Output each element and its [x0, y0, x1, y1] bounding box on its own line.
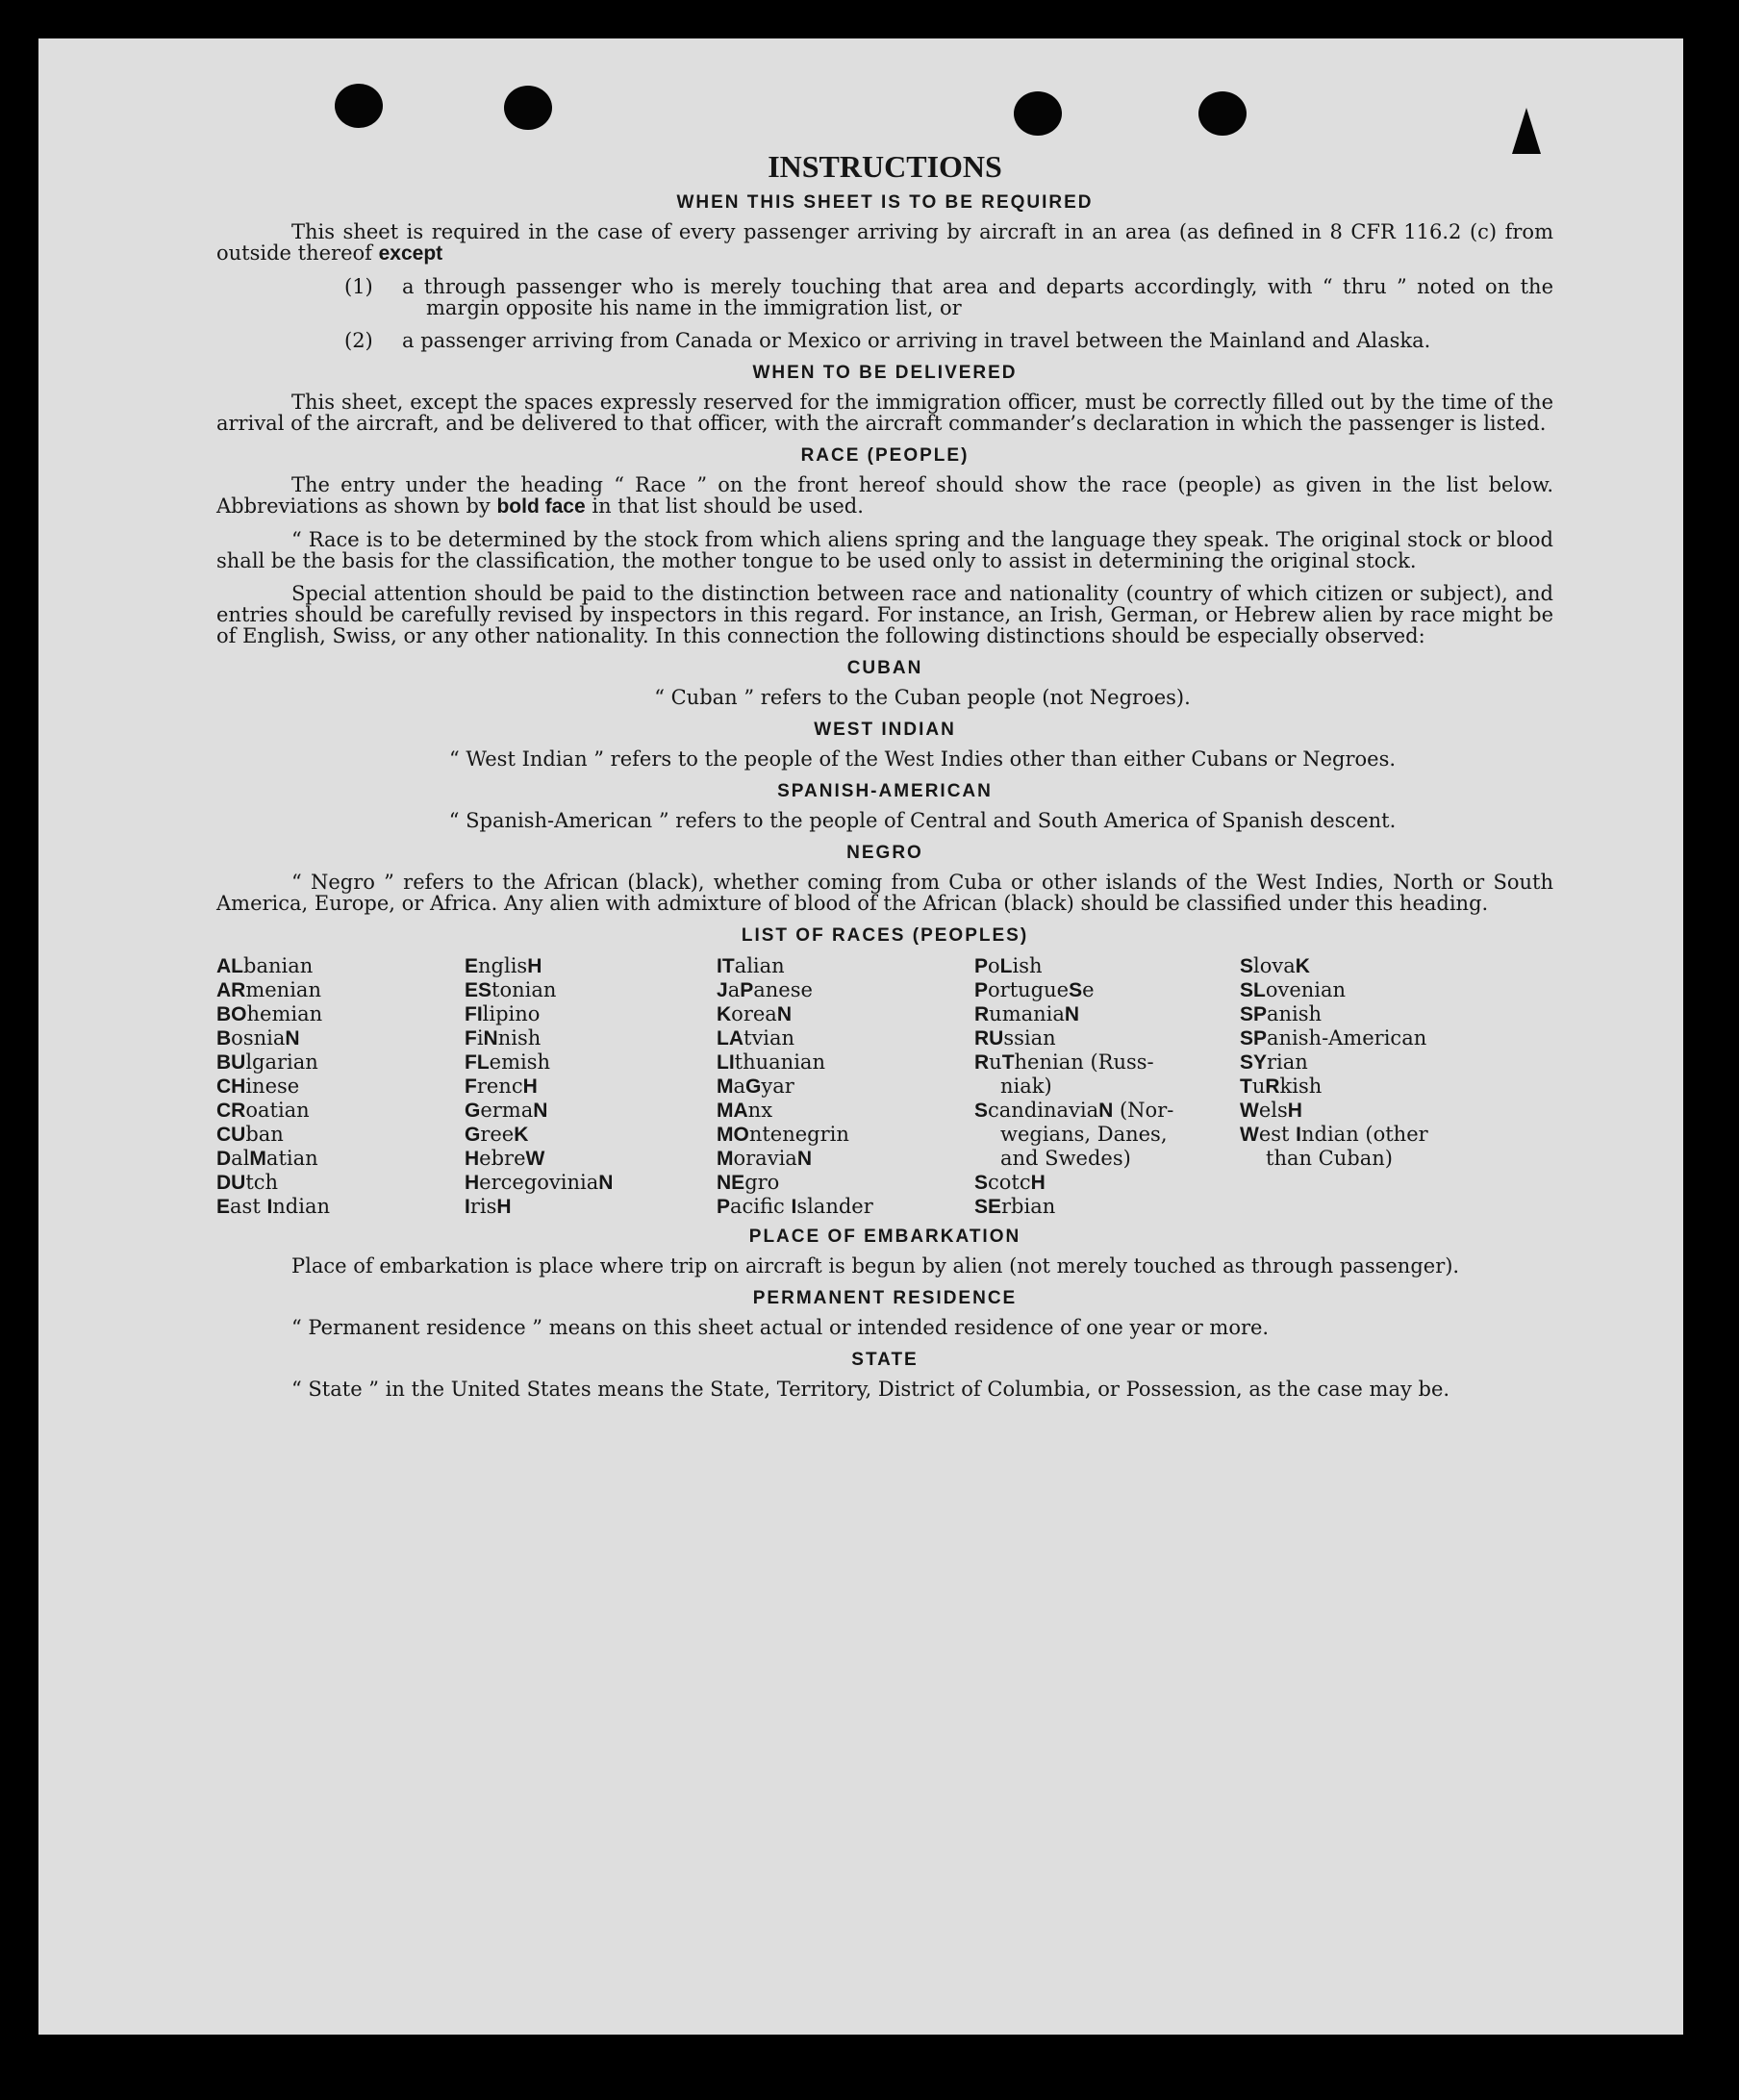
race-entry: EnglisH — [465, 954, 542, 977]
race-entry: SLovenian — [1240, 978, 1347, 1001]
race-entry: and Swedes) — [1000, 1147, 1131, 1170]
race-list-column — [216, 954, 465, 1219]
race-entry: RUssian — [974, 1026, 1056, 1050]
race-entry: FIlipino — [465, 1002, 541, 1025]
race-entry: GermaN — [465, 1099, 548, 1122]
section-heading-when-required: WHEN THIS SHEET IS TO BE REQUIRED — [676, 192, 1094, 213]
west-indian-text: “ West Indian ” refers to the people of the West Indies other than either Cubans or Negroes. — [448, 747, 1397, 771]
race-entry: MoraviaN — [717, 1147, 812, 1170]
race-entry: MAnx — [717, 1099, 773, 1122]
section-heading-cuban: CUBAN — [846, 658, 923, 678]
race-entry: Pacific Islander — [717, 1195, 873, 1218]
punch-notch — [1512, 108, 1541, 154]
race-list-column — [717, 954, 974, 1219]
race-entry: SlovaK — [1240, 954, 1310, 977]
race-entry: DalMatian — [216, 1147, 318, 1170]
section-heading-list-of-races: LIST OF RACES (PEOPLES) — [741, 925, 1029, 946]
spanish-american-text: “ Spanish-American ” refers to the people of Central and South America of Spanish descent. — [448, 809, 1397, 832]
section-heading-state: STATE — [851, 1350, 919, 1370]
negro-text: “ Negro ” refers to the African (black), whether coming from Cuba or other islands of the West Indies, North or South America, Europe, or Africa. Any alien with admixture of blood of the African (black) should be classified under this heading. — [216, 871, 1553, 915]
race-entry: East Indian — [216, 1195, 331, 1218]
permanent-residence-text: “ Permanent residence ” means on this sheet actual or intended residence of one year or more. — [291, 1316, 1270, 1339]
race-entry: wegians, Danes, — [1000, 1123, 1168, 1146]
race-entry: CRoatian — [216, 1099, 310, 1122]
race-paragraph-2: “ Race is to be determined by the stock from which aliens spring and the language they speak. The original stock or blood shall be the basis for the classification, the mother tongue to be used only to assist in determining the original stock. — [216, 528, 1553, 572]
race-list-column — [974, 954, 1240, 1219]
section-heading-race: RACE (PEOPLE) — [800, 445, 970, 466]
race-entry: IrisH — [465, 1195, 512, 1218]
exception-item-1: (1) a through passenger who is merely touching that area and departs accordingly, with “ thru ” noted on the margin opposite his name in the immigration list, or — [344, 275, 1553, 319]
race-entry: ALbanian — [216, 954, 314, 977]
race-entry: FLemish — [465, 1050, 551, 1074]
punch-hole — [504, 86, 552, 130]
race-entry: RuThenian (Russ- — [974, 1050, 1154, 1074]
race-entry: EStonian — [465, 978, 557, 1001]
race-entry: KoreaN — [717, 1002, 792, 1025]
race-entry: ARmenian — [216, 978, 321, 1001]
race-entry: PortugueSe — [974, 978, 1095, 1001]
race-entry: MOntenegrin — [717, 1123, 849, 1146]
race-entry: SPanish — [1240, 1002, 1323, 1025]
race-entry: JaPanese — [717, 978, 813, 1001]
race-entry: SErbian — [974, 1195, 1056, 1218]
section-heading-negro: NEGRO — [846, 843, 923, 863]
instructions-content — [216, 149, 1553, 1411]
race-entry: NEgro — [717, 1171, 780, 1194]
race-entry: niak) — [1000, 1075, 1052, 1098]
race-paragraph-3: Special attention should be paid to the distinction between race and nationality (country of which citizen or subject), and entries should be carefully revised by inspectors in this regard. For instance, an Irish, German, or Hebrew alien by race might be of English, Swiss, or any other nationality. In this connection the following distinctions should be especially observed: — [216, 582, 1553, 647]
race-list-column — [465, 954, 717, 1219]
when-delivered-text: This sheet, except the spaces expressly reserved for the immigration officer, must be correctly filled out by the time of the arrival of the aircraft, and be delivered to that officer, with the aircraft commander’s declaration in which the passenger is listed. — [216, 391, 1553, 435]
race-entry: GreeK — [465, 1123, 529, 1146]
section-heading-embarkation: PLACE OF EMBARKATION — [748, 1227, 1021, 1247]
race-entry: LIthuanian — [717, 1050, 825, 1074]
punch-hole — [1198, 91, 1247, 136]
race-list — [216, 954, 1553, 1219]
when-required-intro: This sheet is required in the case of every passenger arriving by aircraft in an area (as defined in 8 CFR 116.2 (c) from outside thereof except — [216, 220, 1553, 265]
document-page — [38, 38, 1683, 2035]
race-entry: SPanish-American — [1240, 1026, 1427, 1050]
section-heading-west-indian: WEST INDIAN — [814, 720, 956, 740]
race-entry: West Indian (other — [1240, 1123, 1428, 1146]
race-entry: CHinese — [216, 1075, 300, 1098]
race-paragraph-1: The entry under the heading “ Race ” on the front hereof should show the race (people) as given in the list below. Abbreviations as shown by bold face in that list should be used. — [216, 473, 1553, 518]
race-entry: MaGyar — [717, 1075, 794, 1098]
punch-hole — [1014, 91, 1062, 136]
race-entry: ITalian — [717, 954, 785, 977]
race-entry: BUlgarian — [216, 1050, 318, 1074]
race-entry: HercegoviniaN — [465, 1171, 614, 1194]
section-heading-permanent-residence: PERMANENT RESIDENCE — [752, 1288, 1018, 1308]
race-entry: PoLish — [974, 954, 1043, 977]
state-text: “ State ” in the United States means the State, Territory, District of Columbia, or Possession, as the case may be. — [291, 1378, 1450, 1401]
race-entry: SYrian — [1240, 1050, 1308, 1074]
embarkation-text: Place of embarkation is place where trip on aircraft is begun by alien (not merely touched as through passenger). — [291, 1254, 1460, 1278]
race-list-column — [1240, 954, 1528, 1219]
race-entry: WelsH — [1240, 1099, 1302, 1122]
race-entry: CUban — [216, 1123, 284, 1146]
race-entry: ScotcH — [974, 1171, 1046, 1194]
race-entry: RumaniaN — [974, 1002, 1080, 1025]
race-entry: FiNnish — [465, 1026, 542, 1050]
page-title: INSTRUCTIONS — [768, 149, 1002, 184]
punch-hole — [335, 84, 383, 128]
race-entry: than Cuban) — [1266, 1147, 1393, 1170]
race-entry: DUtch — [216, 1171, 279, 1194]
exception-item-2: (2) a passenger arriving from Canada or Mexico or arriving in travel between the Mainland and Alaska. — [344, 329, 1431, 352]
cuban-text: “ Cuban ” refers to the Cuban people (not Negroes). — [654, 686, 1191, 709]
race-entry: LAtvian — [717, 1026, 795, 1050]
section-heading-spanish-american: SPANISH-AMERICAN — [777, 781, 993, 801]
race-entry: FrencH — [465, 1075, 538, 1098]
race-entry: BosniaN — [216, 1026, 300, 1050]
race-entry: ScandinaviaN (Nor- — [974, 1099, 1174, 1122]
race-entry: BOhemian — [216, 1002, 323, 1025]
race-entry: HebreW — [465, 1147, 545, 1170]
section-heading-when-delivered: WHEN TO BE DELIVERED — [752, 363, 1018, 383]
race-entry: TuRkish — [1240, 1075, 1323, 1098]
